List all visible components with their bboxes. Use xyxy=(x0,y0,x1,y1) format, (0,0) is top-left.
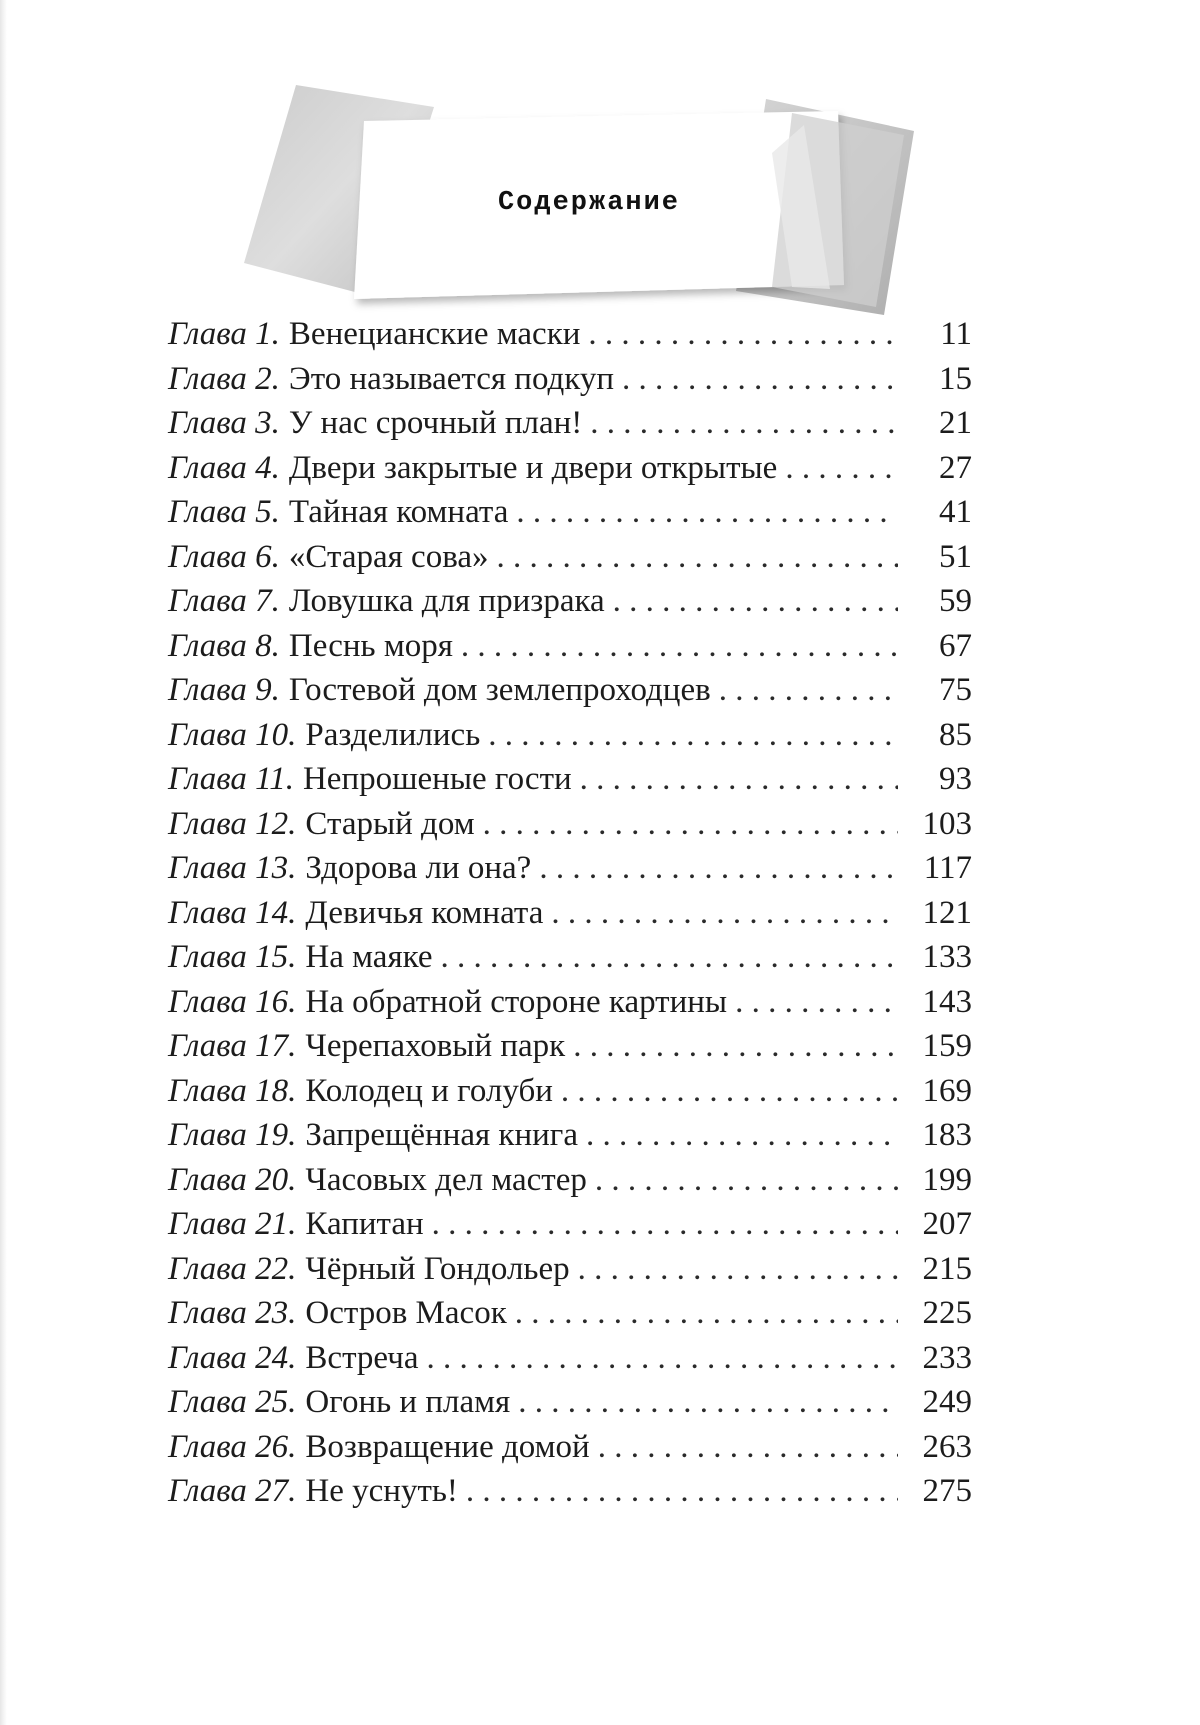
chapter-page-number: 143 xyxy=(922,983,972,1020)
dot-leader xyxy=(515,1291,898,1336)
chapter-page-number: 21 xyxy=(939,405,972,441)
chapter-label: Глава 14. xyxy=(168,894,297,931)
toc-entry xyxy=(168,713,972,758)
dot-leader xyxy=(586,1113,898,1158)
chapter-title: Гостевой дом землепроходцев xyxy=(288,672,711,708)
chapter-label: Глава 7. xyxy=(168,583,280,619)
dot-leader xyxy=(719,668,898,713)
chapter-page-number: 215 xyxy=(922,1250,972,1287)
chapter-label: Глава 19. xyxy=(168,1117,297,1153)
toc-entry xyxy=(168,1425,972,1470)
chapter-title: Встреча xyxy=(305,1339,419,1376)
chapter-title: Капитан xyxy=(305,1206,424,1242)
chapter-page-number: 159 xyxy=(922,1028,972,1064)
dot-leader xyxy=(426,1336,898,1381)
dot-leader xyxy=(483,802,898,847)
chapter-page-number: 249 xyxy=(922,1384,972,1420)
chapter-page-number: 85 xyxy=(939,716,972,753)
toc-entry xyxy=(168,1158,972,1203)
chapter-title: Тайная комната xyxy=(288,494,509,530)
chapter-page-number: 275 xyxy=(922,1473,972,1509)
dot-leader xyxy=(588,312,898,357)
page-binding-edge xyxy=(0,0,7,1725)
chapter-page-number: 121 xyxy=(922,894,972,931)
chapter-label: Глава 10. xyxy=(168,716,297,753)
dot-leader xyxy=(551,891,898,936)
toc-entry xyxy=(168,668,972,713)
toc-entry xyxy=(168,401,972,446)
chapter-page-number: 133 xyxy=(922,939,972,975)
chapter-title: Черепаховый парк xyxy=(305,1028,566,1064)
toc-entry xyxy=(168,935,972,980)
chapter-title: Возвращение домой xyxy=(305,1428,590,1465)
chapter-title: Колодец и голуби xyxy=(305,1072,553,1109)
chapter-page-number: 103 xyxy=(922,805,972,842)
chapter-title: На обратной стороне картины xyxy=(305,983,728,1020)
toc-entry xyxy=(168,535,972,580)
chapter-page-number: 233 xyxy=(922,1339,972,1376)
chapter-label: Глава 25. xyxy=(168,1384,297,1420)
toc-entry xyxy=(168,757,972,802)
chapter-label: Глава 15. xyxy=(168,939,297,975)
chapter-title: Не уснуть! xyxy=(305,1473,458,1509)
chapter-title: Здорова ли она? xyxy=(305,850,532,886)
chapter-title: Запрещённая книга xyxy=(305,1117,578,1153)
chapter-page-number: 225 xyxy=(922,1295,972,1331)
dot-leader xyxy=(595,1158,898,1203)
chapter-page-number: 169 xyxy=(922,1072,972,1109)
dot-leader xyxy=(578,1247,898,1292)
chapter-title: Чёрный Гондольер xyxy=(305,1250,570,1287)
toc-entry xyxy=(168,624,972,669)
chapter-title: У нас срочный план! xyxy=(288,405,583,441)
chapter-title: Песнь моря xyxy=(288,627,453,664)
chapter-label: Глава 23. xyxy=(168,1295,297,1331)
chapter-label: Глава 4. xyxy=(168,449,280,486)
chapter-label: Глава 17. xyxy=(168,1028,297,1064)
toc-entry xyxy=(168,1202,972,1247)
dot-leader xyxy=(590,401,898,446)
dot-leader xyxy=(497,535,899,580)
chapter-label: Глава 16. xyxy=(168,983,297,1020)
chapter-page-number: 27 xyxy=(939,449,972,486)
chapter-label: Глава 6. xyxy=(168,538,280,575)
chapter-title: На маяке xyxy=(305,939,433,975)
chapter-title: Остров Масок xyxy=(305,1295,507,1331)
chapter-title: Огонь и пламя xyxy=(305,1384,511,1420)
dot-leader xyxy=(432,1202,898,1247)
chapter-label: Глава 18. xyxy=(168,1072,297,1109)
chapter-title: Разделились xyxy=(305,716,481,753)
chapter-label: Глава 9. xyxy=(168,672,280,708)
chapter-title: Старый дом xyxy=(305,805,475,842)
chapter-label: Глава 21. xyxy=(168,1206,297,1242)
chapter-page-number: 207 xyxy=(922,1206,972,1242)
contents-title: Содержание xyxy=(497,188,681,218)
chapter-title: Часовых дел мастер xyxy=(305,1161,587,1198)
chapter-label: Глава 5. xyxy=(168,494,280,530)
chapter-label: Глава 11. xyxy=(168,761,294,797)
toc-entry xyxy=(168,1247,972,1292)
table-of-contents xyxy=(168,312,972,1514)
chapter-label: Глава 12. xyxy=(168,805,297,842)
toc-entry xyxy=(168,1024,972,1069)
dot-leader xyxy=(598,1425,898,1470)
toc-entry xyxy=(168,446,972,491)
dot-leader xyxy=(488,713,898,758)
dot-leader xyxy=(735,980,898,1025)
dot-leader xyxy=(461,624,898,669)
dot-leader xyxy=(622,357,898,402)
dot-leader xyxy=(441,935,899,980)
dot-leader xyxy=(518,1380,898,1425)
chapter-title: Венецианские маски xyxy=(288,316,581,352)
dot-leader xyxy=(539,846,898,891)
dot-leader xyxy=(573,1024,898,1069)
chapter-page-number: 93 xyxy=(939,761,972,797)
chapter-page-number: 59 xyxy=(939,583,972,619)
chapter-title: Это называется подкуп xyxy=(288,360,615,397)
chapter-label: Глава 24. xyxy=(168,1339,297,1376)
toc-entry xyxy=(168,1113,972,1158)
chapter-label: Глава 22. xyxy=(168,1250,297,1287)
chapter-title: Непрошеные гости xyxy=(302,761,572,797)
dot-leader xyxy=(613,579,898,624)
toc-entry xyxy=(168,579,972,624)
dot-leader xyxy=(785,446,898,491)
chapter-page-number: 117 xyxy=(923,850,972,886)
toc-entry xyxy=(168,891,972,936)
toc-entry xyxy=(168,312,972,357)
chapter-title: Девичья комната xyxy=(305,894,544,931)
toc-entry xyxy=(168,357,972,402)
chapter-label: Глава 20. xyxy=(168,1161,297,1198)
chapter-title: «Старая сова» xyxy=(288,538,489,575)
chapter-page-number: 15 xyxy=(939,360,972,397)
chapter-title: Ловушка для призрака xyxy=(288,583,605,619)
toc-entry xyxy=(168,846,972,891)
chapter-label: Глава 13. xyxy=(168,850,297,886)
chapter-page-number: 51 xyxy=(939,538,972,575)
dot-leader xyxy=(561,1069,898,1114)
dot-leader xyxy=(580,757,898,802)
chapter-page-number: 11 xyxy=(940,316,972,352)
toc-entry xyxy=(168,1291,972,1336)
chapter-page-number: 41 xyxy=(939,494,972,530)
toc-entry xyxy=(168,1380,972,1425)
title-tape-card xyxy=(244,85,934,315)
chapter-label: Глава 27. xyxy=(168,1473,297,1509)
toc-entry xyxy=(168,802,972,847)
chapter-page-number: 199 xyxy=(922,1161,972,1198)
chapter-label: Глава 2. xyxy=(168,360,280,397)
toc-entry xyxy=(168,1336,972,1381)
toc-entry xyxy=(168,980,972,1025)
chapter-title: Двери закрытые и двери открытые xyxy=(288,449,778,486)
dot-leader xyxy=(466,1469,898,1514)
chapter-label: Глава 1. xyxy=(168,316,280,352)
chapter-label: Глава 26. xyxy=(168,1428,297,1465)
chapter-page-number: 183 xyxy=(922,1117,972,1153)
chapter-page-number: 67 xyxy=(939,627,972,664)
chapter-page-number: 75 xyxy=(939,672,972,708)
toc-entry xyxy=(168,1469,972,1514)
toc-entry xyxy=(168,490,972,535)
chapter-label: Глава 8. xyxy=(168,627,280,664)
toc-entry xyxy=(168,1069,972,1114)
chapter-label: Глава 3. xyxy=(168,405,280,441)
chapter-page-number: 263 xyxy=(922,1428,972,1465)
dot-leader xyxy=(516,490,898,535)
